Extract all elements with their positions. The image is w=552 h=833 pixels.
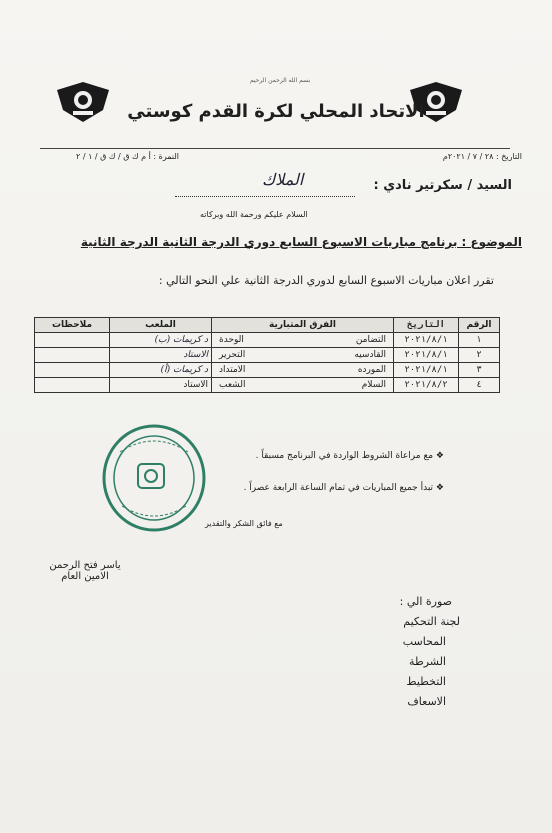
table-header-row: [35, 318, 500, 333]
row-notes: [35, 348, 110, 363]
organization-name: الاتحاد المحلي لكرة القدم كوستي: [127, 101, 425, 122]
greeting: السلام عليكم ورحمة الله وبركاته: [200, 210, 308, 219]
fixtures-table: [34, 317, 500, 393]
addressee-dotted-line: [175, 196, 355, 197]
team-a: القادسيه: [354, 350, 386, 360]
col-header-date: التاريخ: [394, 318, 459, 333]
copies-list: [400, 592, 460, 712]
row-notes: [35, 333, 110, 348]
row-num: ١: [459, 333, 500, 348]
reference-number: النمرة : أ م ك ق / ك ق / ١ / ٢: [76, 152, 179, 161]
note-item: ❖ تبدأ جميع المباريات في تمام الساعة الرابعة عصراً .: [243, 483, 444, 493]
copy-recipient: الاسعاف: [407, 695, 446, 708]
row-date: ٢٠٢١/٨/١: [394, 363, 459, 378]
letter-date: التاريخ : ٢٨ / ٧ / ٢٠٢١م: [442, 152, 522, 161]
signatory: [40, 560, 130, 582]
team-a: المورده: [357, 365, 386, 375]
row-date: ٢٠٢١/٨/١: [394, 348, 459, 363]
official-stamp: [100, 422, 208, 534]
row-num: ٢: [459, 348, 500, 363]
team-b: الوحدة: [219, 335, 244, 345]
table-row: [35, 333, 500, 348]
copies-label: صورة الي :: [399, 595, 452, 608]
col-header-num: الرقم: [459, 318, 500, 333]
row-date: ٢٠٢١/٨/١: [394, 333, 459, 348]
row-notes: [35, 378, 110, 393]
team-a: السلام: [361, 380, 386, 390]
intro-text: تقرر اعلان مباريات الاسبوع السابع لدوري الدرجة الثانية علي النحو التالي :: [158, 274, 494, 287]
col-header-notes: ملاحظات: [35, 318, 110, 333]
bullet-icon: ❖: [433, 451, 444, 461]
header-divider: [40, 148, 510, 149]
team-b: التحرير: [219, 350, 246, 360]
row-stadium: الاستاد: [110, 378, 212, 393]
col-header-teams: الفرق المتبارية: [212, 318, 394, 333]
addressee-handwritten: الملاك: [262, 170, 304, 189]
row-stadium: د كريمات (ب): [110, 333, 212, 348]
row-num: ٤: [459, 378, 500, 393]
team-b: الامتداد: [219, 365, 246, 375]
row-num: ٣: [459, 363, 500, 378]
association-logo-left: [55, 80, 111, 124]
col-header-stadium: الملعب: [110, 318, 212, 333]
subject-line: الموضوع : برنامج مباريات الاسبوع السابع دوري الدرجة الثانية الدرجة الثانية: [80, 235, 522, 249]
addressee-label: السيد / سكرتير نادي :: [373, 178, 512, 193]
table-row: [35, 378, 500, 393]
table-row: [35, 363, 500, 378]
copy-recipient: التخطيط: [406, 675, 446, 688]
row-date: ٢٠٢١/٨/٢: [394, 378, 459, 393]
basmala: بسم الله الرحمن الرحيم: [249, 77, 311, 84]
signatory-title: الامين العام: [61, 571, 109, 582]
copy-recipient: لجنة التحكيم: [403, 615, 460, 628]
row-stadium: الاستاد: [110, 348, 212, 363]
signatory-name: ياسر فتح الرحمن: [49, 560, 121, 571]
bullet-icon: ❖: [433, 483, 444, 493]
note-item: ❖ مع مراعاة الشروط الواردة في البرنامج مسبقاً .: [255, 451, 444, 461]
table-row: [35, 348, 500, 363]
copy-recipient: الشرطة: [409, 655, 446, 668]
row-notes: [35, 363, 110, 378]
team-b: الشعب: [219, 380, 246, 390]
copy-recipient: المحاسب: [402, 635, 446, 648]
row-stadium: د كريمات (أ): [110, 363, 212, 378]
closing-line: مع فائق الشكر والتقدير: [205, 519, 283, 528]
team-a: التضامن: [355, 335, 386, 345]
